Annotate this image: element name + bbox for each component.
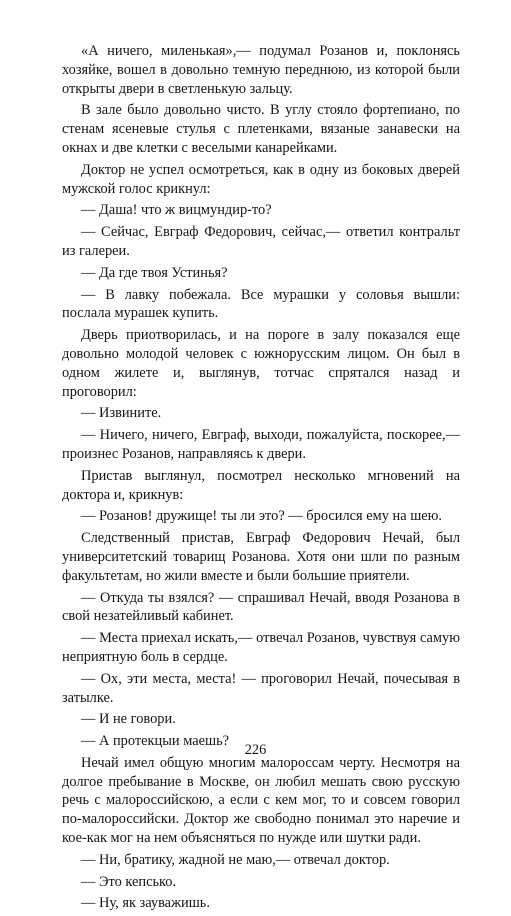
dialogue-line: — Места приехал искать,— отвечал Розанов, чувствуя самую неприятную боль в сердце. [62,630,460,665]
dialogue-line: — Да где твоя Устинья? [81,264,228,281]
paragraph-3: Доктор не успел осмотреться, как в одну из боковых дверей мужской голос крикнул: [62,161,460,197]
page-text [62,42,460,916]
page-number: 226 [244,742,267,758]
paragraph-13: Следственный пристав, Евграф Федорович Нечай, был университетский товарищ Розанова. Хотя они шли по разным факультетам, но жили вместе и были большие приятели. [62,530,460,584]
dialogue-line: — Ну, як зауважишь. [81,895,210,912]
dialogue-line: — Это кепсько. [81,873,177,890]
paragraph-19: Нечай имел общую многим малороссам черту. Несмотря на долгое пребывание в Москве, он любил мешать свою русскую речь с малороссийскою, а если с кем мог, то и совсем говорил по-малороссийски. Доктор же свободно понимал это наречие и кое-как мог на нем объясняться по нужде или шутки ради. [62,754,460,847]
dialogue-line: — Откуда ты взялся? — спрашивал Нечай, вводя Розанова в свой незатейливый кабинет. [62,589,460,625]
paragraph-11: Пристав выглянул, посмотрел несколько мгновений на доктора и, крикнув: [62,467,460,503]
dialogue-line: — Даша! что ж вицмундир-то? [81,202,272,219]
dialogue-line: — В лавку побежала. Все мурашки у соловья вышли: послала мурашек купить. [62,286,460,322]
dialogue-line: — Ничего, ничего, Евграф, выходи, пожалуйста, поскорее,— произнес Розанов, направляясь к двери. [62,427,460,462]
dialogue-line: — А протекцыи маешь? [81,733,230,750]
dialogue-line: — Розанов! дружище! ты ли это? — бросился ему на шею. [81,508,443,525]
paragraph-2: В зале было довольно чисто. В углу стояло фортепиано, по стенам ясеневые стулья с плетенками, вязаные занавески на окнах и две клетки с веселыми канарейками. [62,102,460,156]
dialogue-line: — Извините. [81,405,162,422]
dialogue-line: — Ни, братику, жадной не маю,— отвечал доктор. [81,851,390,868]
dialogue-line: — И не говори. [81,711,176,728]
dialogue-line: — Ох, эти места, места! — проговорил Нечай, почесывая в затылке. [62,670,460,706]
paragraph-1: «А ничего, миленькая»,— подумал Розанов и, поклонясь хозяйке, вошел в довольно темную переднюю, из которой были открыты двери в светленькую зальцу. [62,43,460,97]
paragraph-8: Дверь приотворилась, и на пороге в залу показался еще довольно молодой человек с южнорусским лицом. Он был в одном жилете и, выглянув, тотчас спрятался назад и проговорил: [62,327,460,400]
dialogue-line: — Сейчас, Евграф Федорович, сейчас,— ответил контральт из галереи. [62,224,460,259]
